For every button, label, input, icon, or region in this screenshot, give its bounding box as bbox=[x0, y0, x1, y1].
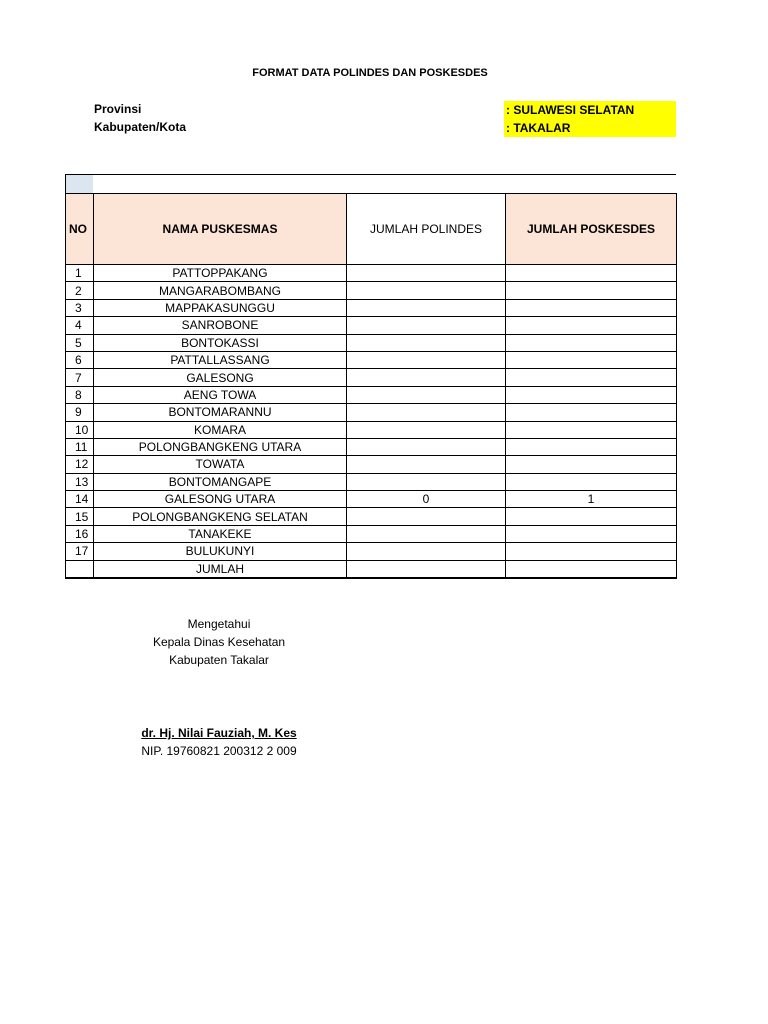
row-polindes: 0 bbox=[347, 491, 506, 508]
row-poskesdes bbox=[506, 299, 677, 316]
row-no: 15 bbox=[66, 508, 94, 525]
table-row bbox=[66, 473, 677, 490]
signature-line-3: Kabupaten Takalar bbox=[169, 653, 269, 667]
row-puskesmas-name: BONTOMARANNU bbox=[94, 404, 347, 421]
row-puskesmas-name: PATTOPPAKANG bbox=[94, 265, 347, 282]
row-poskesdes bbox=[506, 351, 677, 368]
row-puskesmas-name: MANGARABOMBANG bbox=[94, 282, 347, 299]
table-row bbox=[66, 351, 677, 368]
table-row bbox=[66, 438, 677, 455]
row-no: 13 bbox=[66, 473, 94, 490]
signatory-nip: NIP. 19760821 200312 2 009 bbox=[141, 744, 297, 758]
table-header-row bbox=[66, 194, 677, 265]
row-poskesdes bbox=[506, 525, 677, 542]
row-puskesmas-name: TANAKEKE bbox=[94, 525, 347, 542]
row-polindes bbox=[347, 456, 506, 473]
row-no: 7 bbox=[66, 369, 94, 386]
total-cell bbox=[347, 560, 506, 578]
row-puskesmas-name: BONTOMANGAPE bbox=[94, 473, 347, 490]
row-polindes bbox=[347, 508, 506, 525]
row-no: 4 bbox=[66, 317, 94, 334]
row-no: 1 bbox=[66, 265, 94, 282]
row-poskesdes bbox=[506, 404, 677, 421]
row-puskesmas-name: GALESONG bbox=[94, 369, 347, 386]
row-polindes bbox=[347, 543, 506, 560]
row-polindes bbox=[347, 334, 506, 351]
row-poskesdes bbox=[506, 473, 677, 490]
row-polindes bbox=[347, 317, 506, 334]
row-poskesdes bbox=[506, 334, 677, 351]
table-top-border bbox=[65, 174, 676, 175]
row-puskesmas-name: KOMARA bbox=[94, 421, 347, 438]
row-puskesmas-name: MAPPAKASUNGGU bbox=[94, 299, 347, 316]
regency-value: : TAKALAR bbox=[504, 119, 676, 137]
table-row bbox=[66, 421, 677, 438]
row-poskesdes: 1 bbox=[506, 491, 677, 508]
row-no: 10 bbox=[66, 421, 94, 438]
row-polindes bbox=[347, 404, 506, 421]
header-name: NAMA PUSKESMAS bbox=[94, 194, 347, 265]
row-puskesmas-name: BULUKUNYI bbox=[94, 543, 347, 560]
signature-line-1: Mengetahui bbox=[187, 617, 251, 631]
table-row bbox=[66, 282, 677, 299]
regency-label: Kabupaten/Kota bbox=[94, 120, 187, 134]
row-no: 6 bbox=[66, 351, 94, 368]
row-polindes bbox=[347, 369, 506, 386]
total-label: JUMLAH bbox=[94, 560, 347, 578]
table-row bbox=[66, 265, 677, 282]
row-poskesdes bbox=[506, 508, 677, 525]
document-title: FORMAT DATA POLINDES DAN POSKESDES bbox=[252, 67, 488, 79]
row-polindes bbox=[347, 438, 506, 455]
row-no: 17 bbox=[66, 543, 94, 560]
row-puskesmas-name: TOWATA bbox=[94, 456, 347, 473]
row-poskesdes bbox=[506, 543, 677, 560]
row-poskesdes bbox=[506, 265, 677, 282]
table-row bbox=[66, 317, 677, 334]
selected-cell-highlight bbox=[66, 175, 93, 193]
row-poskesdes bbox=[506, 386, 677, 403]
row-polindes bbox=[347, 282, 506, 299]
signature-line-2: Kepala Dinas Kesehatan bbox=[152, 635, 286, 649]
province-label: Provinsi bbox=[94, 102, 142, 116]
table-row bbox=[66, 543, 677, 560]
row-no: 8 bbox=[66, 386, 94, 403]
row-polindes bbox=[347, 265, 506, 282]
row-polindes bbox=[347, 525, 506, 542]
row-poskesdes bbox=[506, 421, 677, 438]
province-value: : SULAWESI SELATAN bbox=[504, 101, 676, 119]
table-row bbox=[66, 386, 677, 403]
total-cell bbox=[506, 560, 677, 578]
table-row bbox=[66, 456, 677, 473]
row-no: 14 bbox=[66, 491, 94, 508]
row-no: 5 bbox=[66, 334, 94, 351]
row-puskesmas-name: POLONGBANGKENG UTARA bbox=[94, 438, 347, 455]
row-polindes bbox=[347, 473, 506, 490]
header-polindes: JUMLAH POLINDES bbox=[347, 194, 506, 265]
row-no: 9 bbox=[66, 404, 94, 421]
row-no: 12 bbox=[66, 456, 94, 473]
row-poskesdes bbox=[506, 282, 677, 299]
header-poskesdes: JUMLAH POSKESDES bbox=[506, 194, 677, 265]
table-row bbox=[66, 508, 677, 525]
header-no: NO bbox=[66, 194, 94, 265]
row-puskesmas-name: AENG TOWA bbox=[94, 386, 347, 403]
table-row bbox=[66, 525, 677, 542]
table-row bbox=[66, 334, 677, 351]
signatory-name: dr. Hj. Nilai Fauziah, M. Kes bbox=[141, 726, 297, 740]
row-polindes bbox=[347, 299, 506, 316]
row-no: 2 bbox=[66, 282, 94, 299]
puskesmas-table bbox=[65, 193, 677, 579]
row-puskesmas-name: SANROBONE bbox=[94, 317, 347, 334]
row-poskesdes bbox=[506, 317, 677, 334]
row-poskesdes bbox=[506, 456, 677, 473]
table-row bbox=[66, 299, 677, 316]
row-puskesmas-name: POLONGBANGKENG SELATAN bbox=[94, 508, 347, 525]
row-polindes bbox=[347, 351, 506, 368]
table-row bbox=[66, 369, 677, 386]
row-polindes bbox=[347, 386, 506, 403]
row-no: 11 bbox=[66, 438, 94, 455]
table-row bbox=[66, 404, 677, 421]
row-puskesmas-name: BONTOKASSI bbox=[94, 334, 347, 351]
table-total-row bbox=[66, 560, 677, 578]
row-poskesdes bbox=[506, 438, 677, 455]
total-cell bbox=[66, 560, 94, 578]
table-row bbox=[66, 491, 677, 508]
row-no: 16 bbox=[66, 525, 94, 542]
row-no: 3 bbox=[66, 299, 94, 316]
row-polindes bbox=[347, 421, 506, 438]
row-puskesmas-name: GALESONG UTARA bbox=[94, 491, 347, 508]
row-poskesdes bbox=[506, 369, 677, 386]
row-puskesmas-name: PATTALLASSANG bbox=[94, 351, 347, 368]
